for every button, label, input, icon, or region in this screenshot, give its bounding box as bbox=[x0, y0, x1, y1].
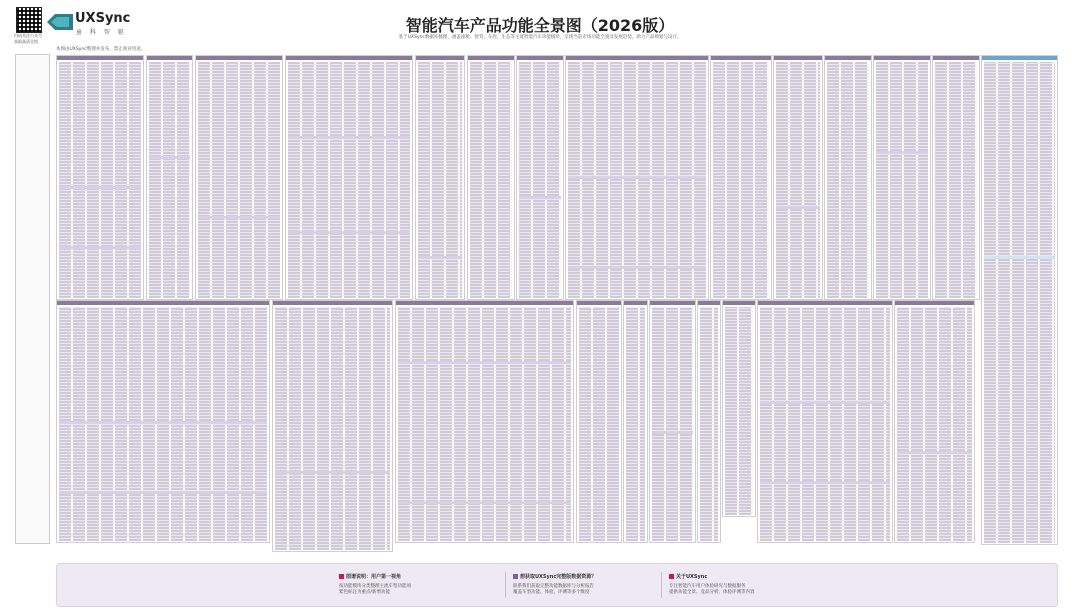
page-title: 智能汽车产品功能全景图（2026版） bbox=[405, 16, 675, 35]
feature-panel bbox=[576, 300, 622, 543]
footer-divider bbox=[505, 572, 506, 598]
footer-section-3-line-2: 提供功能全景、竞品分析、体验评测等内容 bbox=[669, 590, 755, 595]
footer-section-1 bbox=[339, 573, 411, 595]
feature-panel bbox=[516, 55, 564, 300]
footer-divider bbox=[661, 572, 662, 598]
footer-banner bbox=[56, 563, 1058, 607]
footer-section-3-title: 关于UXSync bbox=[676, 574, 708, 580]
legend-column bbox=[15, 54, 50, 544]
feature-panel bbox=[395, 300, 574, 543]
feature-panel bbox=[56, 55, 144, 300]
feature-panel bbox=[467, 55, 515, 300]
qr-caption-2: 获取高清全图 bbox=[14, 39, 38, 44]
side-note: 本图由UXSync整理并发布，禁止商业用途。 bbox=[56, 47, 146, 52]
feature-panel bbox=[56, 300, 270, 543]
footer-section-2-line-1: 联系我们获取完整功能数据库与分析报告 bbox=[513, 584, 594, 589]
feature-panel bbox=[623, 300, 648, 543]
page-subtitle: 基于UXSync数据库梳理，涵盖座舱、智驾、车控、生态等主流智能汽车功能模块，呈现当前市场功能全貌及发展趋势，助力产品规划与设计。 bbox=[398, 35, 682, 40]
feature-panel bbox=[773, 55, 823, 300]
feature-panel bbox=[649, 300, 696, 543]
feature-panel bbox=[894, 300, 975, 543]
qr-caption-1: 扫码关注公众号 bbox=[14, 33, 42, 38]
feature-panel bbox=[932, 55, 980, 300]
brand-name: UXSync bbox=[75, 11, 131, 26]
footer-section-1-line-1: 按功能模块分类整理主流车型功能项 bbox=[339, 584, 411, 589]
feature-panel bbox=[415, 55, 465, 300]
footer-section-2 bbox=[513, 573, 596, 595]
feature-panel bbox=[146, 55, 193, 300]
feature-panel bbox=[757, 300, 893, 543]
footer-section-2-title: 想获取UXSync完整版数据资源？ bbox=[520, 574, 597, 580]
footer-section-3 bbox=[669, 573, 755, 595]
feature-panel bbox=[722, 300, 756, 517]
footer-section-2-line-2: 覆盖车型功能、体验、评测等多个维度 bbox=[513, 590, 590, 595]
feature-panel bbox=[565, 55, 709, 300]
feature-panel-tall bbox=[981, 55, 1058, 545]
feature-panel bbox=[195, 55, 283, 300]
feature-panel bbox=[710, 55, 772, 300]
footer-section-3-line-1: 专注智能汽车用户体验研究与数据服务 bbox=[669, 584, 746, 589]
brand-name-cn: 童 科 智 驱 bbox=[76, 29, 127, 36]
feature-panel bbox=[697, 300, 721, 543]
feature-panel bbox=[824, 55, 872, 300]
feature-panel bbox=[873, 55, 931, 300]
feature-panel bbox=[272, 300, 393, 552]
footer-section-1-line-2: 紫色标注为重点/新增功能 bbox=[339, 590, 391, 595]
feature-panel bbox=[285, 55, 413, 300]
footer-section-1-title: 图谱说明：用户第一视角 bbox=[346, 574, 402, 580]
